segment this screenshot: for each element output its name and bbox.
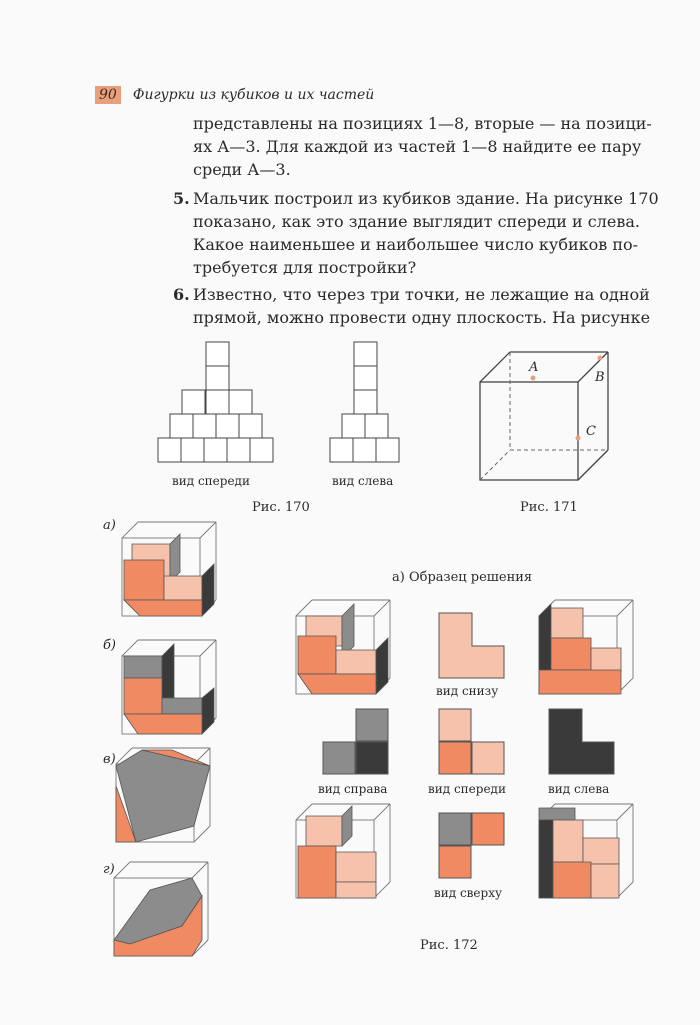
point-a-label: A: [529, 360, 539, 375]
fig172-a-cube: [118, 520, 220, 620]
text-line: Известно, что через три точки, не лежащие на одной: [193, 285, 650, 304]
fig172-v-cube: [112, 746, 214, 848]
fig171-cube: [478, 350, 610, 482]
fig172-view-front: [438, 708, 506, 776]
fig170-caption: Рис. 170: [252, 500, 310, 515]
running-title: Фигурки из кубиков и их частей: [132, 87, 375, 103]
point-c-label: C: [586, 424, 596, 439]
fig172-g-cube: [110, 860, 212, 962]
fig172-b-cube: [118, 638, 220, 738]
fig172-sample-title: а) Образец решения: [392, 570, 533, 585]
exercise-number: 5.: [173, 189, 190, 208]
exercise-6: [173, 283, 663, 329]
text-line: представлены на позициях 1—8, вторые — на позици-: [193, 114, 652, 133]
view-front-label: вид спереди: [428, 782, 506, 796]
view-top-label: вид сверху: [434, 886, 503, 900]
view-bottom-label: вид снизу: [436, 684, 499, 698]
fig170-side-label: вид слева: [332, 474, 394, 488]
page-number: 90: [95, 86, 121, 104]
fig172-sample-cube: [292, 598, 394, 698]
point-c-marker: [576, 436, 581, 441]
fig170-front-label: вид спереди: [172, 474, 250, 488]
text-line: прямой, можно провести одну плоскость. На рисунке: [193, 308, 651, 327]
text-line: среди А—3.: [193, 160, 291, 179]
fig172-label-v: в): [103, 752, 116, 767]
fig172-label-b: б): [103, 638, 117, 653]
fig170-side-view: [330, 342, 402, 464]
fig172-caption: Рис. 172: [420, 938, 478, 953]
fig172-label-g: г): [103, 862, 115, 877]
text-line: ях А—3. Для каждой из частей 1—8 найдите ее пару: [193, 137, 642, 156]
fig172-view-top: [438, 812, 506, 880]
point-b-label: B: [595, 370, 605, 385]
exercise-number: 6.: [173, 285, 190, 304]
fig172-cube-right-bottom: [535, 802, 637, 902]
fig172-view-left: [548, 708, 616, 776]
fig172-cube-left-bottom: [292, 802, 394, 902]
text-line: Какое наименьшее и наибольшее число кубиков по-: [193, 235, 639, 254]
fig170-front-view: [158, 342, 278, 464]
paragraph-continued: [193, 112, 663, 181]
fig172-view-right: [322, 708, 390, 776]
text-line: Мальчик построил из кубиков здание. На рисунке 170: [193, 189, 659, 208]
point-a-marker: [531, 376, 536, 381]
fig172-cube-right-top: [535, 598, 637, 698]
text-line: показано, как это здание выглядит спереди и слева.: [193, 212, 640, 231]
fig172-view-bottom: [438, 612, 506, 680]
view-right-label: вид справа: [318, 782, 388, 796]
page-header: [95, 84, 374, 106]
view-left-label: вид слева: [548, 782, 610, 796]
exercise-5: [173, 187, 663, 279]
point-b-marker: [598, 356, 603, 361]
fig171-caption: Рис. 171: [520, 500, 578, 515]
text-line: требуется для постройки?: [193, 258, 417, 277]
fig172-label-a: а): [103, 518, 116, 533]
